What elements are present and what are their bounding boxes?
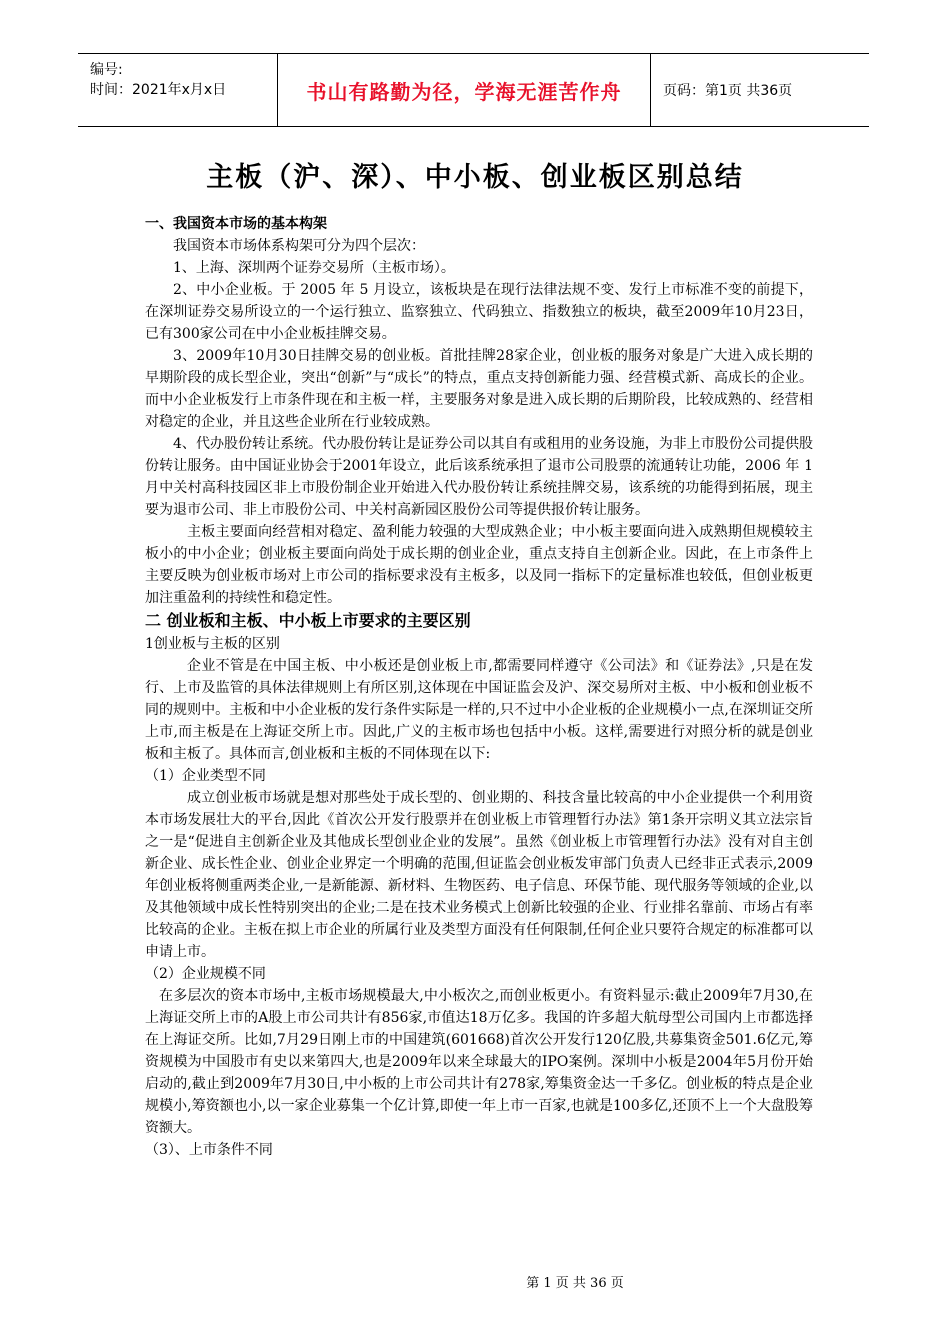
item-heading: （2）企业规模不同 (145, 966, 266, 982)
paragraph: 1、上海、深圳两个证券交易所（主板市场）。 (173, 260, 455, 276)
document-title: 主板（沪、深）、中小板、创业板区别总结 (206, 162, 744, 193)
section-2-heading: 二 创业板和主板、中小板上市要求的主要区别 (145, 611, 471, 630)
paragraph: 我国资本市场体系构架可分为四个层次： (173, 238, 425, 254)
header-page-label: 页码：第1页 共36页 (663, 83, 793, 99)
document-number-label: 编号: (90, 62, 123, 78)
document-body (145, 213, 813, 1161)
item-heading: （3）、上市条件不同 (145, 1142, 273, 1158)
header-meta (78, 54, 278, 126)
paragraph: 成立创业板市场就是想对那些处于成长型的、创业期的、科技含量比较高的中小企业提供一个利用资本市场发展壮大的平台,因此《首次公开发行股票并在创业板上市管理暂行办法》第1条开宗明义其立法宗旨之一是“促进自主创新企业及其他成长型创业企业的发展”。虽然《创业板上市管理暂行办法》没有对自主创新企业、成长性企业、创业企业界定一个明确的范围,但证监会创业板发审部门负责人已经非正式表示,2009年创业板将侧重两类企业,一是新能源、新材料、生物医药、电子信息、环保节能、现代服务等领域的企业,以及其他领域中成长性特别突出的企业;二是在技术业务模式上创新比较强的企业、行业排名靠前、市场占有率比较高的企业。主板在拟上市企业的所属行业及类型方面没有任何限制,任何企业只要符合规定的标准都可以申请上市。 (145, 790, 813, 960)
paragraph: 主板主要面向经营相对稳定、盈利能力较强的大型成熟企业；中小板主要面向进入成熟期但规模较主板小的中小企业；创业板主要面向尚处于成长期的创业企业，重点支持自主创新企业。因此，在上市条件上主要反映为创业板市场对上市公司的指标要求没有主板多，以及同一指标下的定量标准也较低，但创业板更加注重盈利的持续性和稳定性。 (145, 524, 813, 606)
subsection-heading: 1创业板与主板的区别 (145, 636, 280, 652)
header-motto: 书山有路勤为径，学海无涯苦作舟 (278, 54, 651, 126)
item-heading: （1）企业类型不同 (145, 768, 266, 784)
document-time-label: 时间：2021年x月x日 (90, 82, 227, 98)
paragraph: 2、中小企业板。于 2005 年 5 月设立，该板块是在现行法律法规不变、发行上市标准不变的前提下，在深圳证券交易所设立的一个运行独立、监察独立、代码独立、指数独立的板块，截至2009年10月23日，已有300家公司在中小企业板挂牌交易。 (145, 282, 813, 342)
paragraph: 企业不管是在中国主板、中小板还是创业板上市,都需要同样遵守《公司法》和《证券法》,只是在发行、上市及监管的具体法律规则上有所区别,这体现在中国证监会及沪、深交易所对主板、中小板和创业板不同的规则中。主板和中小企业板的发行条件实际是一样的,只不过中小企业板的企业规模小一点,在深圳证交所上市,而主板是在上海证交所上市。因此,广义的主板市场也包括中小板。这样,需要进行对照分析的就是创业板和主板了。具体而言,创业板和主板的不同体现在以下: (145, 658, 813, 762)
paragraph: 在多层次的资本市场中,主板市场规模最大,中小板次之,而创业板更小。有资料显示:截止2009年7月30,在上海证交所上市的A股上市公司共计有856家,市值达18万亿多。我国的许多超大航母型公司国内上市都选择在上海证交所。比如,7月29日刚上市的中国建筑(601668)首次公开发行120亿股,共募集资金501.6亿元,筹资规模为中国股市有史以来第四大,也是2009年以来全球最大的IPO案例。深圳中小板是2004年5月份开始启动的,截止到2009年7月30日,中小板的上市公司共计有278家,筹集资金达一千多亿。创业板的特点是企业规模小,筹资额也小,以一家企业募集一个亿计算,即使一年上市一百家,也就是100多亿,还顶不上一个大盘股筹资额大。 (145, 988, 813, 1136)
paragraph: 3、2009年10月30日挂牌交易的创业板。首批挂牌28家企业，创业板的服务对象是广大进入成长期的早期阶段的成长型企业，突出“创新”与“成长”的特点，重点支持创新能力强、经营模式新、高成长的企业。而中小企业板发行上市条件现在和主板一样，主要服务对象是进入成长期的后期阶段，比较成熟的、经营相对稳定的企业，并且这些企业所在行业较成熟。 (145, 348, 813, 430)
section-1-heading: 一、我国资本市场的基本构架 (145, 216, 327, 232)
page-footer: 第 1 页 共 36 页 (526, 1276, 624, 1291)
page-header (78, 53, 869, 127)
paragraph: 4、代办股份转让系统。代办股份转让是证券公司以其自有或租用的业务设施，为非上市股份公司提供股份转让服务。由中国证业协会于2001年设立，此后该系统承担了退市公司股票的流通转让功能，2006 年 1 月中关村高科技园区非上市股份制企业开始进入代办股份转让系统挂牌交易，该系统的功能得到拓展，现主要为退市公司、非上市股份公司、中关村高新园区股份公司等提供报价转让服务。 (145, 436, 813, 518)
